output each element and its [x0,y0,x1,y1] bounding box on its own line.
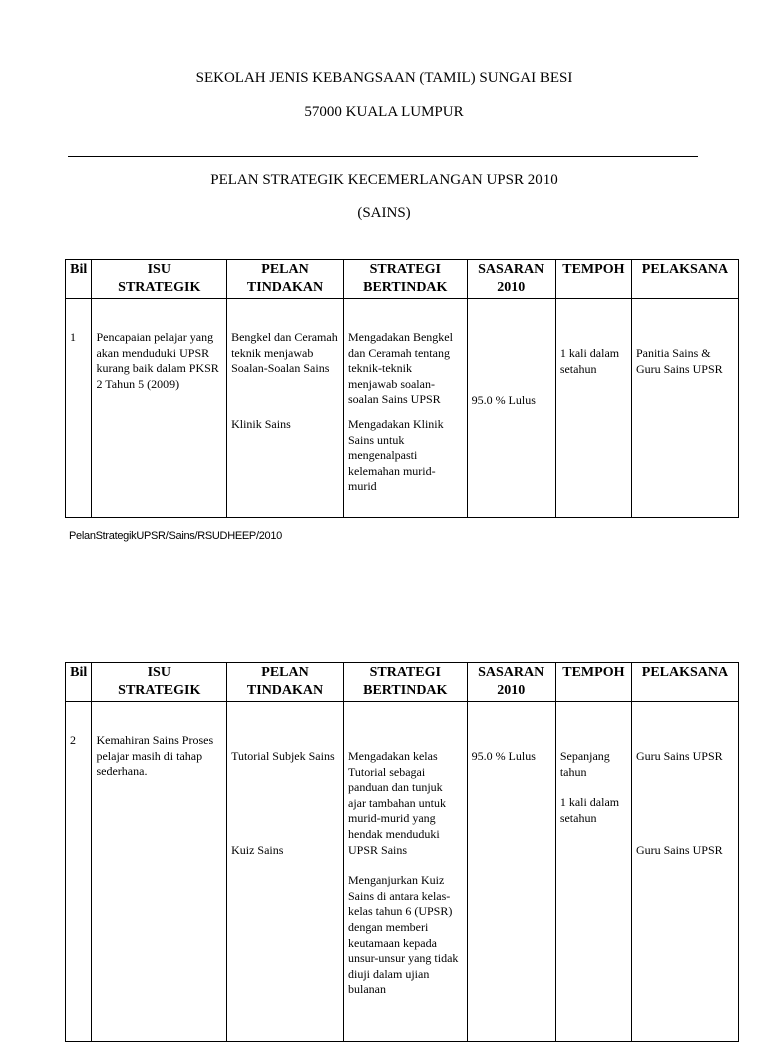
col-header-pelaksana: PELAKSANA [631,663,738,702]
school-name: SEKOLAH JENIS KEBANGSAAN (TAMIL) SUNGAI BESI [195,70,573,86]
cell-strategi [344,702,468,1042]
table-row [66,299,739,518]
col-header-bil: Bil [66,260,92,299]
cell-sasaran: 95.0 % Lulus [467,299,555,518]
col-header-strategi: STRATEGI BERTINDAK [344,260,468,299]
pelaksana-item: Guru Sains UPSR [635,842,723,857]
strategi-item: Mengadakan Klinik Sains untuk mengenalpasti kelemahan murid-murid [348,416,444,494]
cell-pelan [227,702,344,1042]
cell-sasaran: 95.0 % Lulus [467,702,555,1042]
tempoh-item: Sepanjang tahun [559,749,610,779]
pelan-item: Tutorial Subjek Sains [231,749,335,763]
col-header-strategi: STRATEGI BERTINDAK [344,663,468,702]
tempoh-item: 1 kali dalam setahun [559,795,620,825]
col-header-tempoh: TEMPOH [555,260,631,299]
table-header-row [66,663,739,702]
school-address: 57000 KUALA LUMPUR [304,104,464,120]
strategi-item: Mengadakan kelas Tutorial sebagai panduan dan tunjuk ajar tambahan untuk murid-murid yang hendak menduduki UPSR Sains [348,749,446,857]
cell-pelan [227,299,344,518]
cell-bil: 1 [66,299,92,518]
pelan-item: Bengkel dan Ceramah teknik menjawab Soalan-Soalan Sains [231,330,338,376]
cell-isu: Kemahiran Sains Proses pelajar masih di tahap sederhana. [92,702,227,1042]
strategi-item: Menganjurkan Kuiz Sains di antara kelas-kelas tahun 6 (UPSR) dengan memberi keutamaan kepada unsur-unsur yang tidak diuji dalam ujian bulanan [348,873,459,997]
cell-tempoh [555,702,631,1042]
plan-title: PELAN STRATEGIK KECEMERLANGAN UPSR 2010 [210,172,558,188]
table-row [66,702,739,1042]
table-header-row [66,260,739,299]
pelan-item: Klinik Sains [231,416,291,431]
strategi-item: Mengadakan Bengkel dan Ceramah tentang teknik-teknik menjawab soalan-soalan Sains UPSR [348,330,453,407]
cell-strategi [344,299,468,518]
pelan-item: Kuiz Sains [231,842,284,857]
col-header-isu: ISU STRATEGIK [92,663,227,702]
col-header-pelaksana: PELAKSANA [631,260,738,299]
strategy-table-1 [65,259,739,518]
header-divider [68,156,698,157]
col-header-isu: ISU STRATEGIK [92,260,227,299]
cell-isu: Pencapaian pelajar yang akan menduduki UPSR kurang baik dalam PKSR 2 Tahun 5 (2009) [92,299,227,518]
cell-bil: 2 [66,702,92,1042]
cell-pelaksana: Panitia Sains & Guru Sains UPSR [631,299,738,518]
col-header-bil: Bil [66,663,92,702]
col-header-sasaran: SASARAN 2010 [467,663,555,702]
footer-reference: PelanStrategikUPSR/Sains/RSUDHEEP/2010 [69,530,282,542]
col-header-tempoh: TEMPOH [555,663,631,702]
col-header-sasaran: SASARAN 2010 [467,260,555,299]
col-header-pelan: PELAN TINDAKAN [227,663,344,702]
col-header-pelan: PELAN TINDAKAN [227,260,344,299]
strategy-table-2 [65,662,739,1042]
cell-tempoh: 1 kali dalam setahun [555,299,631,518]
cell-pelaksana [631,702,738,1042]
plan-subject: (SAINS) [357,205,411,221]
pelaksana-item: Guru Sains UPSR [635,749,723,763]
